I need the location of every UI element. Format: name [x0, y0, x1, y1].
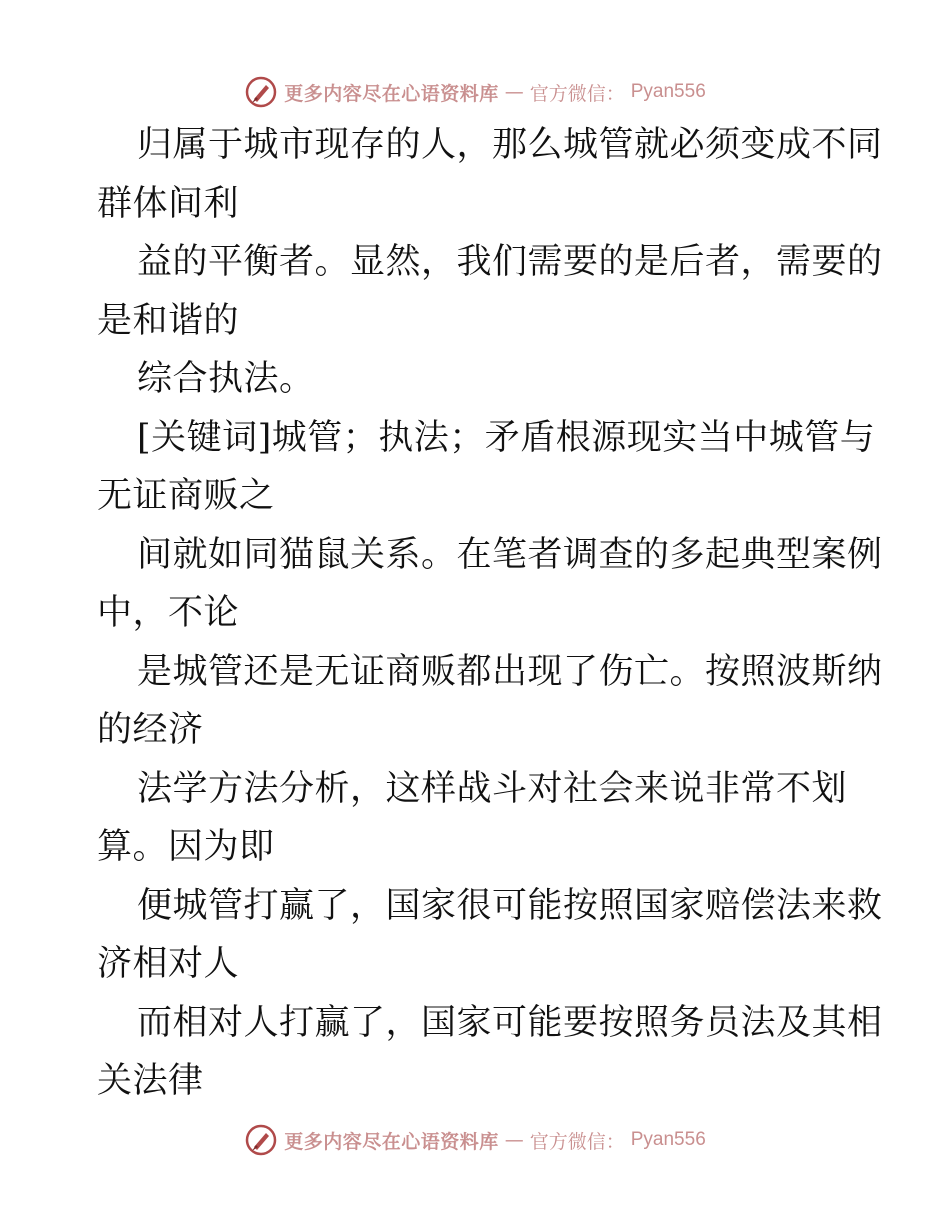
text-line: 法学方法分析，这样战斗对社会来说非常不划	[137, 768, 848, 809]
text-line: 无证商贩之	[97, 476, 275, 516]
text-line: 是和谐的	[97, 300, 240, 341]
text-line: [关键词]城管；执法；矛盾根源现实当中城管与	[137, 417, 876, 458]
watermark-separator: —	[504, 1129, 524, 1151]
watermark-id: Pyan556	[630, 81, 706, 102]
text-line: 算。因为即	[97, 827, 275, 867]
watermark-label: 官方微信：	[529, 82, 625, 105]
text-line: 中，不论	[97, 593, 240, 633]
text-line: 是城管还是无证商贩都出现了伤亡。按照波斯纳	[137, 651, 883, 692]
text-line: 的经济	[97, 710, 204, 750]
watermark-text: 更多内容尽在心语资料库	[284, 1130, 499, 1153]
watermark-id: Pyan556	[630, 1129, 706, 1150]
text-line: 济相对人	[97, 944, 240, 984]
text-line: 关法律	[97, 1061, 204, 1101]
pen-nib-logo-icon	[244, 75, 278, 109]
pen-nib-logo-icon	[244, 1123, 278, 1157]
text-line: 而相对人打赢了，国家可能要按照务员法及其相	[137, 1002, 883, 1043]
watermark-text: 更多内容尽在心语资料库	[284, 82, 499, 105]
text-line: 便城管打赢了，国家很可能按照国家赔偿法来救	[137, 885, 883, 926]
text-line: 群体间利	[97, 183, 240, 224]
watermark-separator: —	[504, 81, 524, 103]
watermark-label: 官方微信：	[529, 1130, 625, 1153]
footer-watermark	[0, 1120, 950, 1160]
text-line: 归属于城市现存的人，那么城管就必须变成不同	[137, 125, 883, 165]
text-line: 综合执法。	[137, 359, 315, 399]
header-watermark	[0, 72, 950, 112]
document-body	[97, 116, 883, 1111]
text-line: 益的平衡者。显然，我们需要的是后者，需要的	[137, 242, 883, 282]
text-line: 间就如同猫鼠关系。在笔者调查的多起典型案例	[137, 534, 883, 575]
